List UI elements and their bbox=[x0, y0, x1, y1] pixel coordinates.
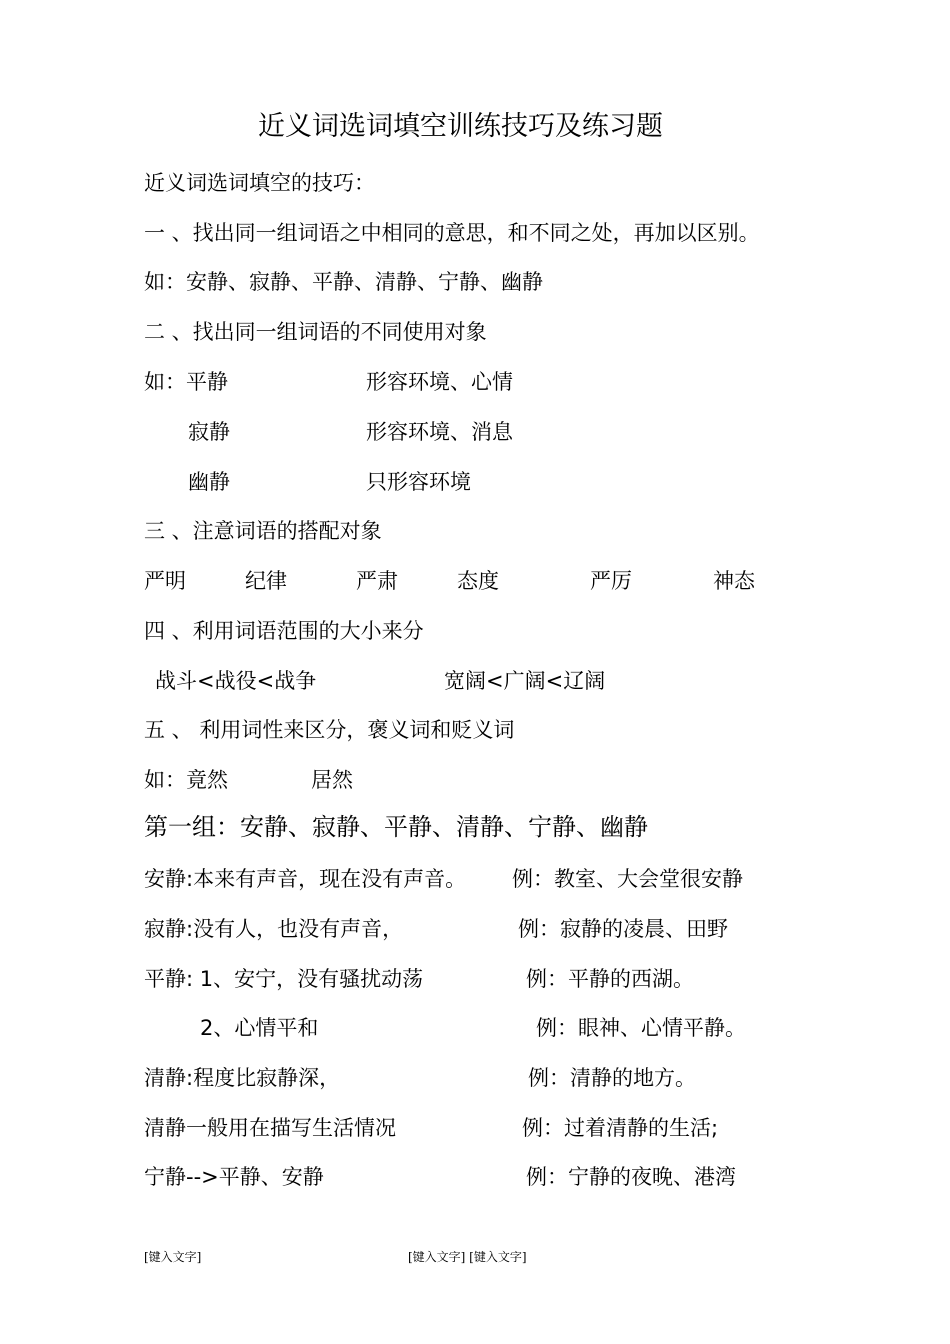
definition-term: 寂静:没有人，也没有声音， bbox=[144, 917, 404, 941]
tip-3-word: 态度 bbox=[457, 569, 499, 593]
definition-term: 清静一般用在描写生活情况 bbox=[144, 1116, 396, 1140]
tip-2-word: 幽静 bbox=[188, 470, 230, 494]
definition-example: 例：清静的地方。 bbox=[528, 1066, 696, 1090]
tip-4-example: 战斗<战役<战争 bbox=[155, 669, 317, 693]
tip-2-usage: 形容环境、消息 bbox=[366, 420, 513, 444]
definition-example: 例：寂静的凌晨、田野 bbox=[518, 917, 728, 941]
tip-2-word: 寂静 bbox=[188, 420, 230, 444]
footer-center: [键入文字] [键入文字] bbox=[408, 1250, 527, 1264]
footer-left: [键入文字] bbox=[144, 1250, 202, 1264]
definition-example: 例：眼神、心情平静。 bbox=[536, 1016, 746, 1040]
tip-3-word: 严肃 bbox=[356, 569, 398, 593]
definition-example: 例：教室、大会堂很安静 bbox=[512, 867, 743, 891]
tip-5-example: 如：竟然 bbox=[144, 768, 228, 792]
tip-5: 五 、 利用词性来区分，褒义词和贬义词 bbox=[144, 718, 515, 742]
tip-2: 二 、找出同一组词语的不同使用对象 bbox=[144, 320, 487, 344]
tip-3-word: 神态 bbox=[713, 569, 755, 593]
tip-1: 一 、找出同一组词语之中相同的意思，和不同之处，再加以区别。 bbox=[144, 221, 760, 245]
tip-2-usage: 形容环境、心情 bbox=[366, 370, 513, 394]
tip-3-word: 严明 bbox=[144, 569, 186, 593]
definition-term: 安静:本来有声音，现在没有声音。 bbox=[144, 867, 467, 891]
definition-example: 例：平静的西湖。 bbox=[526, 967, 694, 991]
definition-example: 例：过着清静的生活; bbox=[522, 1116, 719, 1140]
tip-3-word: 纪律 bbox=[245, 569, 287, 593]
definition-term: 宁静-->平静、安静 bbox=[144, 1165, 324, 1189]
definition-example: 例：宁静的夜晚、港湾 bbox=[526, 1165, 736, 1189]
tip-4: 四 、利用词语范围的大小来分 bbox=[144, 619, 424, 643]
tip-2-word: 如：平静 bbox=[144, 370, 228, 394]
definition-term: 清静:程度比寂静深， bbox=[144, 1066, 341, 1090]
tip-2-usage: 只形容环境 bbox=[366, 470, 471, 494]
definition-term: 2、心情平和 bbox=[200, 1016, 319, 1040]
tip-1-example: 如：安静、寂静、平静、清静、宁静、幽静 bbox=[144, 270, 543, 294]
definition-term: 平静: 1、安宁，没有骚扰动荡 bbox=[144, 967, 424, 991]
tip-4-example: 宽阔<广阔<辽阔 bbox=[444, 669, 606, 693]
tip-5-example: 居然 bbox=[311, 768, 353, 792]
tip-3: 三 、注意词语的搭配对象 bbox=[144, 519, 382, 543]
intro-line: 近义词选词填空的技巧： bbox=[144, 171, 375, 195]
group-heading: 第一组：安静、寂静、平静、清静、宁静、幽静 bbox=[144, 813, 648, 841]
tip-3-word: 严厉 bbox=[590, 569, 632, 593]
page-title: 近义词选词填空训练技巧及练习题 bbox=[258, 111, 663, 142]
